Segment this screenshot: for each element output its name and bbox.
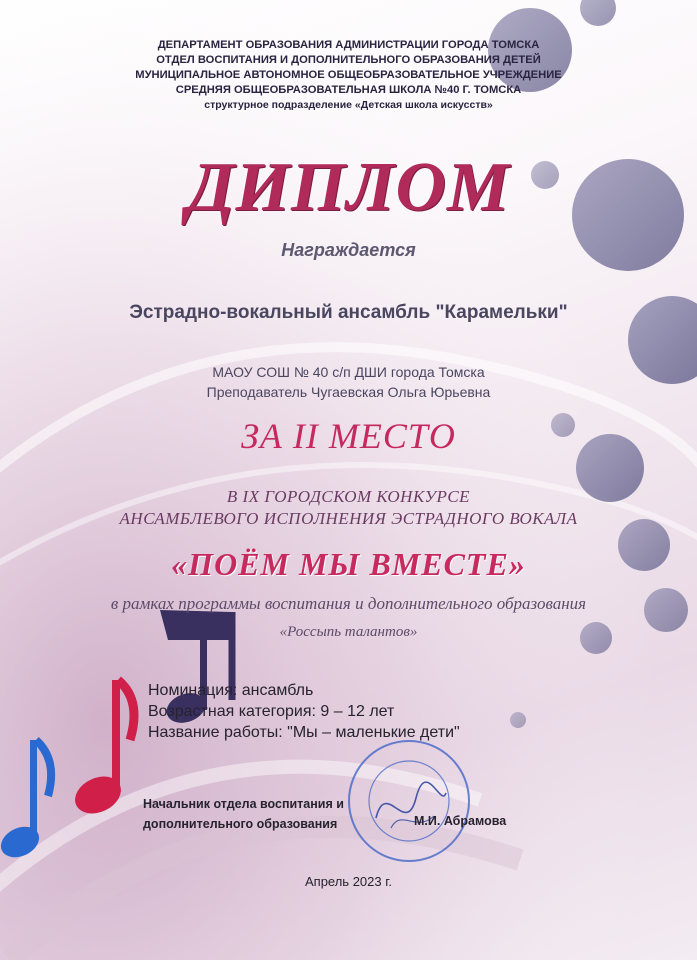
contest-line: В IX ГОРОДСКОМ КОНКУРСЕ [226,487,471,506]
nomination: Номинация: ансамбль [148,682,314,699]
header-line: структурное подразделение «Детская школа искусств» [204,99,493,111]
place-award: ЗА II МЕСТО [241,416,456,456]
awarded-label: Награждается [281,240,416,260]
age-category: Возрастная категория: 9 – 12 лет [148,703,395,720]
header-line: СРЕДНЯЯ ОБЩЕОБРАЗОВАТЕЛЬНАЯ ШКОЛА №40 Г. ТОМСКА [175,84,522,96]
signer-position [143,794,344,834]
issue-date: Апрель 2023 г. [304,874,392,889]
signer-position-line: Начальник отдела воспитания и [143,797,344,811]
header-line: ДЕПАРТАМЕНТ ОБРАЗОВАНИЯ АДМИНИСТРАЦИИ ГОРОДА ТОМСКА [157,39,540,51]
header-line: ОТДЕЛ ВОСПИТАНИЯ И ДОПОЛНИТЕЛЬНОГО ОБРАЗОВАНИЯ ДЕТЕЙ [156,54,541,66]
program-line: в рамках программы воспитания и дополнительного образования [110,594,587,613]
school-name: МАОУ СОШ № 40 с/п ДШИ города Томска [212,364,485,380]
contest-line: АНСАМБЛЕВОГО ИСПОЛНЕНИЯ ЭСТРАДНОГО ВОКАЛА [119,509,578,528]
signer-position-line: дополнительного образования [143,817,338,831]
school-info [0,362,697,402]
diploma-title: ДИПЛОМ [186,149,511,226]
issuer-header [0,38,697,113]
program-name: «Россыпь талантов» [279,624,418,640]
award-details [148,680,460,743]
recipient-name: Эстрадно-вокальный ансамбль "Карамельки" [129,302,568,323]
signer-name: М.И. Абрамова [414,814,507,828]
official-stamp [346,738,472,864]
header-line: МУНИЦИПАЛЬНОЕ АВТОНОМНОЕ ОБЩЕОБРАЗОВАТЕЛЬНОЕ УЧРЕЖДЕНИЕ [135,69,562,81]
contest-description [0,486,697,530]
work-title: Название работы: "Мы – маленькие дети" [148,724,460,741]
teacher-name: Преподаватель Чугаевская Ольга Юрьевна [206,384,491,400]
contest-name: «ПОЁМ МЫ ВМЕСТЕ» [171,546,526,582]
